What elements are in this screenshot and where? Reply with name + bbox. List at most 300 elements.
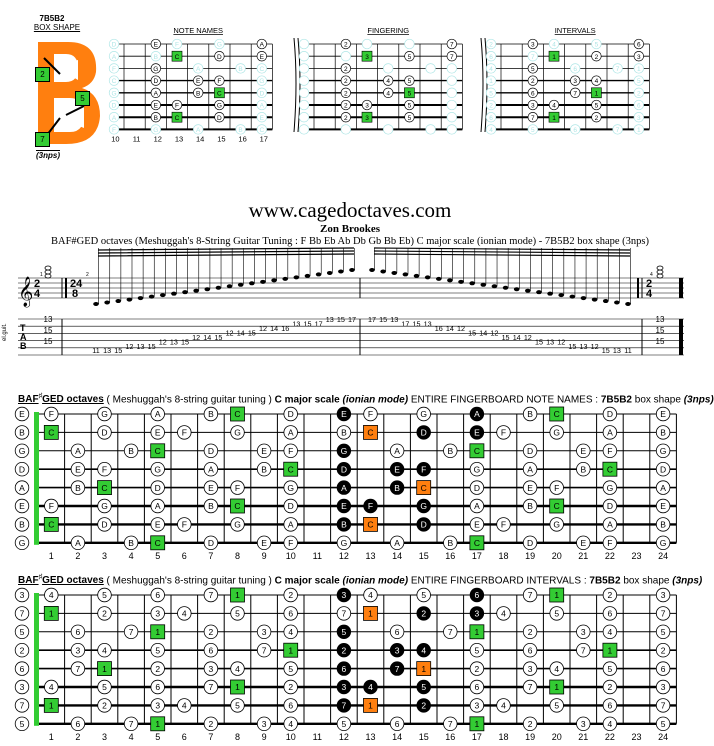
fret-number: 12: [338, 731, 349, 742]
tab-number: 12: [590, 341, 599, 351]
tab-number: 13: [579, 341, 588, 351]
run-note: [436, 277, 442, 281]
note-label: 3: [155, 700, 161, 711]
run-note: [294, 275, 300, 279]
note-label: A: [527, 464, 533, 475]
mini-note-label: 2: [343, 66, 348, 73]
tab-number: 17: [401, 319, 410, 329]
note-label: 5: [660, 719, 666, 729]
note-label: 3: [580, 719, 586, 729]
note-label: 7: [660, 608, 666, 619]
mini-note: [447, 100, 457, 110]
note-label: D: [473, 482, 480, 493]
note-label: B: [128, 538, 134, 548]
mini-note-label: 3: [530, 102, 535, 110]
note-label: 2: [288, 682, 294, 693]
mini-note-label: 4: [552, 41, 556, 49]
note-label: E: [660, 501, 666, 512]
run-note: [547, 292, 553, 296]
run-note: [558, 293, 564, 297]
mini-note-label: A: [111, 53, 117, 61]
board1-shape-word: box shape: [634, 394, 681, 406]
note-label: A: [394, 538, 400, 548]
run-note: [492, 284, 498, 288]
fret-number: 2: [75, 731, 81, 742]
fret-number: 3: [101, 731, 108, 742]
note-label: B: [527, 409, 533, 420]
note-label: B: [660, 519, 666, 530]
board1-lead: BAF: [18, 394, 39, 406]
note-label: G: [101, 409, 108, 420]
end-time-bottom: 4: [646, 288, 653, 300]
note-label: D: [101, 519, 108, 530]
tab-number: 13: [292, 319, 301, 329]
tab-clef-letter: B: [20, 341, 27, 351]
run-note: [625, 302, 631, 306]
note-label: 2: [208, 719, 214, 729]
tab-number: 14: [203, 332, 212, 342]
note-label: 2: [527, 627, 533, 637]
note-label: D: [18, 464, 26, 475]
note-label: 6: [660, 663, 666, 674]
mini-note-label: 1: [489, 78, 493, 86]
note-label: 7: [341, 608, 347, 619]
shape-code: 7B5B2: [39, 14, 65, 23]
note-label: E: [261, 446, 267, 456]
tab-number: 12: [192, 332, 201, 342]
fingerboard-intervals: [0, 585, 700, 746]
board1-nps: (3nps): [683, 394, 714, 406]
run-note: [447, 278, 453, 282]
mini-note-label: B: [153, 53, 158, 61]
tab-number: 15: [114, 346, 123, 356]
note-label: 3: [261, 627, 267, 637]
fret-number: 9: [261, 550, 267, 561]
note-label: 2: [421, 700, 427, 711]
note-label: A: [341, 482, 347, 493]
fret-number: 9: [261, 731, 267, 742]
tab-number: 11: [92, 346, 100, 356]
run-note: [603, 299, 609, 303]
tab-number: 15: [468, 328, 477, 338]
tab-number: 14: [236, 328, 245, 338]
fret-number: 4: [128, 731, 134, 742]
note-label: G: [340, 538, 348, 548]
run-note: [514, 287, 520, 291]
run-note: [338, 269, 344, 273]
mini-note-label: 7: [449, 41, 454, 49]
mini-note-label: D: [153, 78, 159, 86]
mini-note: [447, 76, 457, 86]
run-note: [425, 275, 431, 279]
note-label: C: [234, 409, 241, 420]
run-note: [481, 283, 487, 287]
run-note: [469, 281, 475, 285]
tab-number: 15: [43, 337, 53, 346]
fret-number: 18: [498, 731, 509, 742]
fret-number: 1: [48, 550, 54, 561]
tab-number: 15: [379, 315, 388, 324]
note-label: 5: [421, 590, 427, 601]
note-label: G: [101, 501, 108, 512]
mini-note-label: 5: [407, 53, 412, 61]
note-label: 5: [288, 663, 294, 674]
note-label: G: [420, 409, 428, 420]
mini-note-label: 1: [636, 66, 641, 73]
note-label: G: [659, 446, 667, 456]
mini-note: [405, 39, 415, 49]
note-label: A: [287, 427, 294, 438]
tab-number: 15: [568, 341, 577, 351]
note-label: C: [553, 501, 560, 512]
note-label: 4: [368, 590, 373, 601]
note-label: C: [553, 409, 560, 420]
logo-mark-7: 7: [35, 132, 50, 147]
run-note: [536, 290, 542, 294]
tab-number: 11: [624, 346, 632, 356]
mini-note-label: E: [259, 114, 264, 122]
note-label: C: [473, 446, 480, 456]
tab-number: 13: [325, 315, 334, 324]
note-label: 5: [235, 700, 240, 711]
mini-title: FINGERING: [367, 26, 410, 35]
fret-number: 11: [312, 731, 322, 742]
note-label: 1: [368, 608, 373, 619]
mini-title: NOTE NAMES: [173, 26, 223, 35]
note-label: 4: [181, 608, 187, 619]
tab-number: 15: [412, 319, 421, 329]
run-note: [127, 298, 133, 302]
note-label: D: [660, 464, 667, 475]
note-label: G: [18, 538, 26, 548]
mini-note-label: F: [112, 66, 116, 73]
run-note: [570, 295, 576, 299]
note-label: C: [154, 446, 161, 456]
instrument-label: el.guit.: [2, 323, 8, 341]
board2-sharp: ♯: [38, 574, 43, 581]
note-label: G: [234, 427, 241, 438]
fret-number: 20: [551, 550, 562, 561]
note-label: 2: [341, 645, 347, 656]
tab-number: 15: [655, 337, 665, 346]
note-label: 7: [341, 700, 347, 711]
note-label: 2: [607, 590, 613, 601]
board2-scale: C major scale: [274, 575, 340, 587]
mini-note: [299, 64, 309, 74]
fret-number: 14: [392, 731, 403, 742]
note-label: 4: [235, 663, 240, 674]
mini-note-label: 1: [594, 90, 599, 98]
note-label: B: [341, 519, 347, 530]
mini-note: [447, 88, 457, 98]
fingerboard-note-names: [0, 404, 700, 564]
mini-note-label: 6: [573, 127, 578, 134]
nps-label: (3nps): [36, 151, 60, 160]
mini-note: [362, 39, 372, 49]
mini-note-label: 5: [594, 41, 599, 49]
mini-note-label: C: [217, 90, 222, 98]
run-note: [182, 290, 188, 294]
board2-octaves: GED octaves: [42, 575, 104, 587]
mini-fret-number: 14: [196, 134, 205, 144]
note-label: 6: [527, 645, 533, 656]
note-label: 5: [235, 608, 240, 619]
note-label: G: [234, 519, 241, 530]
mini-note-label: 6: [489, 53, 493, 61]
note-label: 7: [394, 663, 400, 674]
note-label: D: [287, 501, 294, 512]
mini-note-label: 5: [594, 102, 599, 110]
note-label: A: [154, 409, 161, 420]
mini-note-label: 7: [615, 127, 620, 134]
tab-clef-letter: T: [20, 323, 26, 333]
tab-number: 17: [314, 319, 323, 329]
note-label: 6: [208, 645, 214, 656]
run-note: [414, 274, 420, 278]
tab-number: 17: [368, 315, 376, 324]
note-label: 5: [474, 645, 480, 656]
mini-note: [447, 125, 457, 135]
fret-number: 23: [631, 550, 642, 561]
note-label: E: [660, 409, 666, 420]
tab-number: 15: [303, 319, 312, 329]
mini-note: [447, 64, 457, 74]
note-label: 7: [19, 700, 25, 711]
note-label: A: [208, 464, 214, 475]
note-label: F: [367, 501, 374, 512]
run-note: [503, 286, 509, 290]
note-label: 2: [102, 608, 107, 619]
mid-time-top: 24: [70, 278, 83, 290]
note-label: F: [181, 427, 187, 438]
mini-note-label: E: [153, 102, 158, 110]
note-label: B: [261, 464, 267, 475]
note-label: 5: [554, 700, 560, 711]
note-label: 1: [48, 700, 54, 711]
mini-note-label: D: [217, 53, 222, 61]
note-label: 3: [19, 590, 25, 601]
note-label: 7: [19, 608, 25, 619]
time-top: 2: [34, 278, 41, 290]
chord-note: [45, 266, 51, 270]
mini-note-label: 2: [343, 78, 348, 86]
note-label: 6: [474, 590, 480, 601]
note-label: 6: [474, 682, 480, 693]
tab-number: 14: [512, 332, 521, 342]
mini-diagrams: [110, 24, 700, 164]
note-label: C: [154, 538, 161, 548]
note-label: B: [447, 538, 454, 548]
tab-number: 15: [655, 326, 665, 335]
note-label: E: [527, 482, 533, 493]
board2-tuning: ( Meshuggah's 8-string guitar tuning ): [106, 575, 272, 587]
mini-note-label: A: [111, 114, 117, 122]
chord-note: [657, 270, 663, 274]
note-label: C: [367, 427, 374, 438]
note-label: 7: [208, 682, 214, 693]
nut: [34, 593, 39, 726]
note-label: D: [207, 538, 214, 548]
note-label: A: [660, 482, 666, 493]
note-label: 3: [660, 590, 666, 601]
fret-number: 8: [234, 731, 241, 742]
note-label: 4: [102, 645, 107, 656]
mini-note-label: G: [111, 90, 117, 98]
note-label: C: [48, 427, 55, 438]
note-label: 6: [607, 700, 613, 711]
mini-note-label: 4: [386, 78, 391, 86]
note-label: 1: [48, 608, 54, 619]
note-label: B: [128, 446, 134, 456]
mini-note-label: 4: [489, 66, 493, 73]
note-label: B: [75, 482, 81, 493]
mini-note-label: B: [238, 66, 243, 73]
note-label: F: [500, 427, 507, 438]
note-label: 7: [261, 645, 267, 656]
mini-note-label: 2: [636, 90, 641, 98]
tab-number: 12: [457, 323, 466, 333]
tab-number: 13: [43, 315, 53, 324]
mini-note: [341, 51, 351, 61]
note-label: 3: [19, 682, 25, 693]
fret-number: 15: [418, 550, 429, 561]
note-label: G: [606, 482, 614, 493]
fret-number: 7: [208, 731, 214, 742]
fret-number: 11: [312, 550, 322, 561]
note-label: B: [447, 446, 454, 456]
mini-note-label: 3: [636, 53, 641, 61]
tab-number: 13: [169, 337, 178, 347]
board2-shape-word: box shape: [623, 575, 670, 587]
mini-note: [341, 125, 351, 135]
run-note: [403, 272, 409, 276]
board2-nps: (3nps): [672, 575, 703, 587]
mini-note-label: 5: [407, 90, 412, 98]
note-label: 4: [607, 627, 613, 637]
mini-note-label: 2: [530, 78, 535, 86]
note-label: 6: [19, 663, 25, 674]
note-label: 5: [102, 682, 107, 693]
note-label: A: [394, 446, 400, 456]
tab-final-bar: [679, 319, 683, 355]
mini-note-label: E: [153, 41, 158, 49]
note-label: 3: [394, 645, 400, 656]
run-note: [138, 296, 144, 300]
note-label: 6: [288, 608, 294, 619]
mini-note-label: C: [259, 66, 265, 73]
note-label: F: [500, 519, 507, 530]
note-label: 2: [607, 682, 613, 693]
note-label: G: [154, 464, 162, 475]
note-label: 2: [155, 663, 161, 674]
run-note: [115, 299, 121, 303]
note-label: 4: [554, 663, 560, 674]
note-label: G: [340, 446, 348, 456]
mini-note-label: G: [259, 78, 265, 86]
note-label: D: [420, 427, 427, 438]
tab-number: 12: [523, 332, 532, 342]
note-label: E: [580, 446, 587, 456]
note-label: G: [18, 446, 26, 456]
board2-shape: 7B5B2: [589, 575, 621, 587]
treble-clef-icon: 𝄞: [18, 276, 34, 306]
note-label: 2: [474, 663, 480, 674]
measure-number-2: 2: [86, 272, 89, 278]
run-note: [216, 286, 222, 290]
mini-note-label: D: [111, 41, 117, 49]
note-label: 7: [208, 590, 214, 601]
note-label: 7: [447, 627, 453, 637]
mini-note-label: C: [259, 127, 265, 134]
note-label: D: [154, 482, 161, 493]
note-label: F: [48, 409, 54, 420]
note-label: B: [208, 501, 214, 512]
tab-number: 16: [281, 323, 290, 333]
mini-note-label: A: [259, 102, 264, 110]
note-label: E: [19, 501, 25, 512]
mini-note-label: 6: [530, 90, 535, 98]
fret-number: 17: [471, 550, 482, 561]
mini-note: [299, 76, 309, 86]
run-note: [327, 271, 333, 275]
mini-note-label: 2: [343, 102, 348, 110]
run-note: [160, 293, 166, 297]
note-label: 4: [288, 627, 294, 637]
fret-number: 22: [604, 731, 615, 742]
run-note: [104, 301, 110, 305]
run-note: [149, 295, 155, 299]
tab-number: 13: [390, 315, 399, 324]
note-label: A: [607, 519, 613, 530]
note-label: 1: [102, 663, 107, 674]
board2-mode: (ionian mode): [342, 575, 409, 587]
note-label: 4: [48, 590, 54, 601]
mini-note-label: B: [238, 127, 243, 134]
tab-number: 15: [181, 337, 190, 347]
mini-note-label: E: [196, 78, 201, 86]
run-note: [380, 269, 386, 273]
note-label: 2: [660, 645, 666, 656]
note-label: F: [421, 464, 427, 475]
chord-note: [45, 274, 51, 278]
fret-number: 20: [551, 731, 562, 742]
fret-number: 17: [471, 731, 482, 742]
note-label: E: [19, 409, 25, 420]
mini-note-label: 6: [636, 41, 641, 49]
run-note: [305, 274, 311, 278]
tab-number: 15: [336, 315, 345, 324]
mini-note-label: F: [112, 127, 116, 134]
note-label: 1: [235, 682, 240, 693]
note-label: 5: [421, 682, 427, 693]
mini-note-label: 1: [552, 53, 556, 61]
note-label: F: [234, 482, 241, 493]
note-label: 2: [421, 608, 427, 619]
note-label: E: [474, 427, 480, 438]
board1-sharp: ♯: [38, 393, 43, 400]
note-label: E: [580, 538, 587, 548]
note-label: B: [660, 427, 666, 438]
mini-note-label: G: [153, 127, 159, 134]
mini-note-label: A: [196, 66, 201, 73]
mini-note-label: 1: [636, 127, 641, 134]
mini-note-label: G: [153, 66, 159, 73]
note-label: D: [207, 446, 214, 456]
mini-fret-number: 12: [153, 134, 162, 144]
mini-note-label: C: [174, 53, 180, 61]
tab-number: 14: [270, 323, 279, 333]
note-label: A: [474, 409, 480, 420]
